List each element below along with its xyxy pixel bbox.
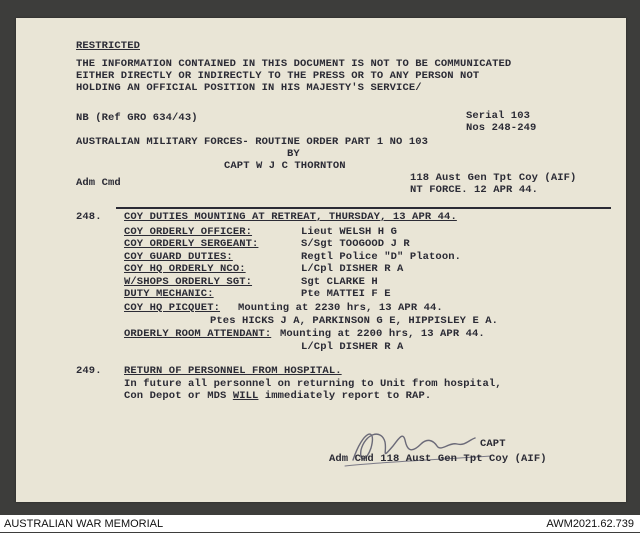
warning-line-2: EITHER DIRECTLY OR INDIRECTLY TO THE PRESS OR TO ANY PERSON NOT [76, 70, 480, 82]
duty-label: COY ORDERLY OFFICER: [124, 226, 253, 238]
duty-value: S/Sgt TOOGOOD J R [301, 238, 410, 250]
duty-label: COY HQ ORDERLY NCO: [124, 263, 246, 275]
warning-line-1: THE INFORMATION CONTAINED IN THIS DOCUMENT IS NOT TO BE COMMUNICATED [76, 58, 512, 70]
item-249-line-2 [124, 390, 431, 402]
item-248-heading: COY DUTIES MOUNTING AT RETREAT, THURSDAY, 13 APR 44. [124, 211, 457, 223]
document-page [16, 18, 626, 502]
duty-value: Sgt CLARKE H [301, 276, 378, 288]
duty-label: W/SHOPS ORDERLY SGT: [124, 276, 253, 288]
archive-reference: AWM2021.62.739 [546, 518, 634, 530]
signatory-rank: CAPT [480, 438, 506, 450]
picquet-names: Ptes HICKS J A, PARKINSON G E, HIPPISLEY E A. [210, 315, 499, 327]
picquet-time: Mounting at 2230 hrs, 13 APR 44. [238, 302, 443, 314]
warning-line-3: HOLDING AN OFFICIAL POSITION IN HIS MAJESTY'S SERVICE/ [76, 82, 422, 94]
force-date: NT FORCE. 12 APR 44. [410, 184, 539, 196]
picquet-label: COY HQ PICQUET: [124, 302, 221, 314]
orderly-room-name: L/Cpl DISHER R A [301, 341, 404, 353]
item-249-line-1: In future all personnel on returning to Unit from hospital, [124, 378, 502, 390]
duty-value: Pte MATTEI F E [301, 288, 391, 300]
unit-name: 118 Aust Gen Tpt Coy (AIF) [410, 172, 577, 184]
archive-name: AUSTRALIAN WAR MEMORIAL [4, 518, 164, 530]
item-248-number: 248. [76, 211, 102, 223]
serial-number: Serial 103 [466, 110, 531, 122]
officer-name: CAPT W J C THORNTON [224, 160, 346, 172]
section-divider [116, 207, 611, 209]
signatory-unit: Adm Cmd 118 Aust Gen Tpt Coy (AIF) [329, 453, 547, 465]
duty-value: Lieut WELSH H G [301, 226, 398, 238]
orderly-room-label: ORDERLY ROOM ATTENDANT: [124, 328, 272, 340]
item-249-number: 249. [76, 365, 102, 377]
by-line: BY [287, 148, 300, 160]
adm-cmd-label: Adm Cmd [76, 177, 121, 189]
duty-label: COY ORDERLY SERGEANT: [124, 238, 259, 250]
archive-footer [0, 515, 640, 532]
order-title: AUSTRALIAN MILITARY FORCES- ROUTINE ORDER PART 1 NO 103 [76, 136, 429, 148]
item-249-line-2-start: Con Depot or MDS [124, 390, 233, 402]
item-249-line-2-end: immediately report to RAP. [258, 390, 432, 402]
duty-label: DUTY MECHANIC: [124, 288, 214, 300]
classification-heading: RESTRICTED [76, 40, 141, 52]
item-249-will-emphasis: WILL [232, 390, 259, 402]
duty-label: COY GUARD DUTIES: [124, 251, 233, 263]
duty-value: L/Cpl DISHER R A [301, 263, 404, 275]
nb-reference: NB (Ref GRO 634/43) [76, 112, 198, 124]
duty-value: Regtl Police "D" Platoon. [301, 251, 462, 263]
orderly-room-time: Mounting at 2200 hrs, 13 APR 44. [280, 328, 485, 340]
item-249-heading: RETURN OF PERSONNEL FROM HOSPITAL. [124, 365, 342, 377]
order-numbers: Nos 248-249 [466, 122, 537, 134]
